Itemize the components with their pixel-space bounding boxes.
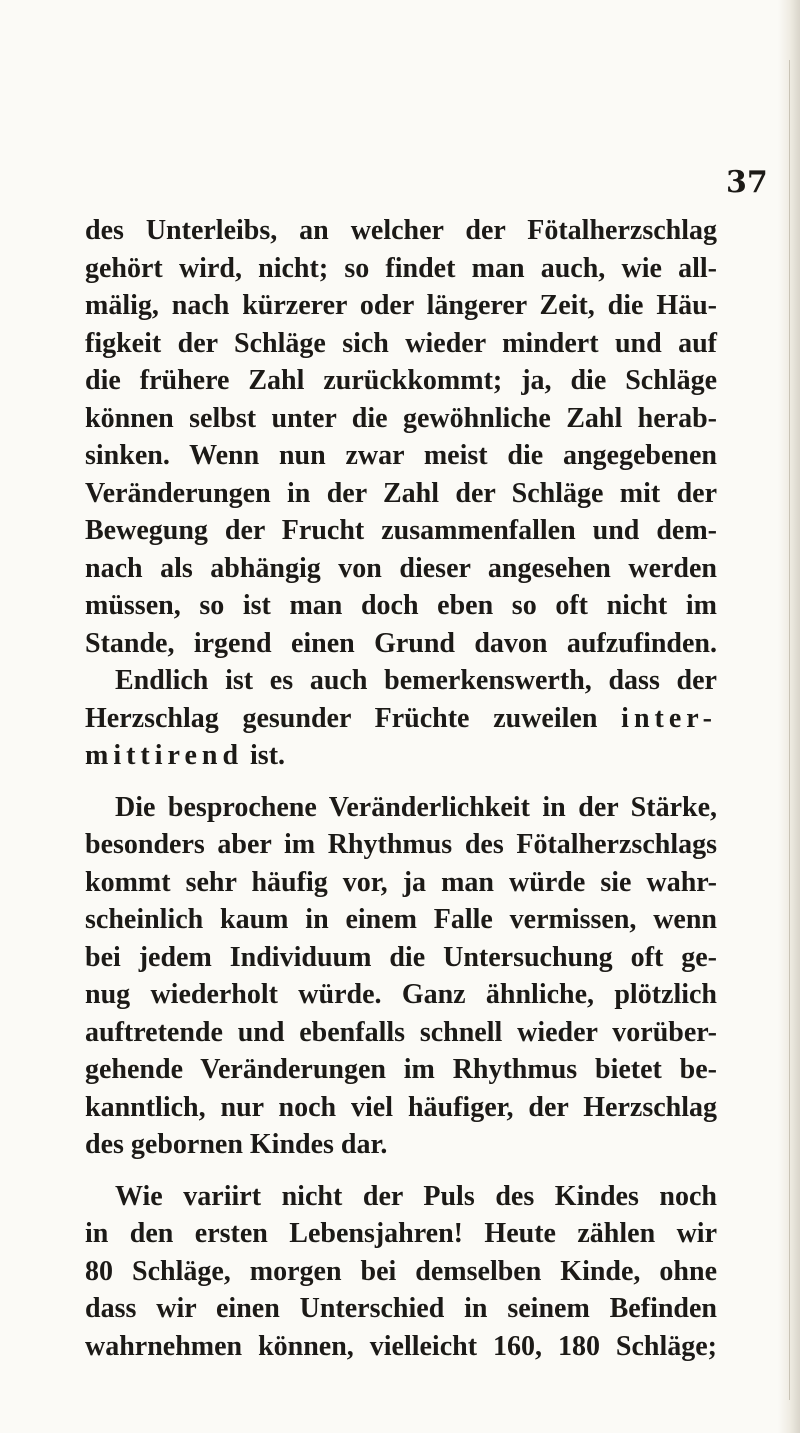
text-line: Die besprochene Veränderlichkeit in der Stärke, <box>115 791 717 823</box>
text-line: kanntlich, nur noch viel häufiger, der Herzschlag <box>85 1091 717 1123</box>
text-line: scheinlich kaum in einem Falle vermissen, wenn <box>85 904 717 935</box>
text-line: Veränderungen in der Zahl der Schläge mit der <box>85 477 717 509</box>
text-line: 80 Schläge, morgen bei demselben Kinde, ohne <box>85 1255 717 1287</box>
text-segment: ist. <box>243 740 286 771</box>
text-line <box>85 700 717 738</box>
text-line: die frühere Zahl zurückkommt; ja, die Schläge <box>85 365 717 396</box>
text-line: besonders aber im Rhythmus des Fötalherzschlags <box>85 829 717 860</box>
text-line: nach als abhängig von dieser angesehen werden <box>85 552 717 584</box>
text-line: Wie variirt nicht der Puls des Kindes noch <box>115 1180 717 1212</box>
text-line: in den ersten Lebensjahren! Heute zählen wir <box>85 1218 717 1249</box>
text-line: nug wiederholt würde. Ganz ähnliche, plötzlich <box>85 979 717 1010</box>
page-edge-line <box>789 60 790 1400</box>
text-line: bei jedem Individuum die Untersuchung oft ge- <box>85 941 717 973</box>
text-line: sinken. Wenn nun zwar meist die angegebenen <box>85 440 717 471</box>
emphasis-text: inter- <box>621 702 717 734</box>
text-line: mälig, nach kürzerer oder längerer Zeit, die Häu- <box>85 290 717 321</box>
text-line: dass wir einen Unterschied in seinem Befinden <box>85 1293 717 1324</box>
text-segment: Herzschlag gesunder Früchte zuweilen <box>85 702 598 734</box>
text-line: des Unterleibs, an welcher der Fötalherzschlag <box>85 215 717 246</box>
text-line: Endlich ist es auch bemerkenswerth, dass der <box>115 665 717 696</box>
text-line: figkeit der Schläge sich wieder mindert und auf <box>85 327 717 359</box>
text-line: müssen, so ist man doch eben so oft nicht im <box>85 590 717 621</box>
text-line <box>85 737 717 775</box>
paragraph-3 <box>85 789 717 1164</box>
paragraph-gap <box>85 1164 717 1178</box>
paragraph-gap <box>85 775 717 789</box>
emphasis-text: mittirend <box>85 740 244 771</box>
text-line: Bewegung der Frucht zusammenfallen und dem- <box>85 515 717 546</box>
text-line: des gebornen Kindes dar. <box>85 1129 388 1160</box>
text-line: wahrnehmen können, vielleicht 160, 180 Schläge; <box>85 1330 717 1362</box>
text-line: kommt sehr häufig vor, ja man würde sie wahr- <box>85 866 717 898</box>
text-line: Stande, irgend einen Grund davon aufzufinden. <box>85 627 717 659</box>
body-text <box>85 212 717 1365</box>
paragraph-4 <box>85 1178 717 1366</box>
paragraph-1 <box>85 212 717 662</box>
paragraph-2 <box>85 662 717 775</box>
text-line: können selbst unter die gewöhnliche Zahl herab- <box>85 402 717 434</box>
page-number: 37 <box>726 165 768 200</box>
text-line: gehört wird, nicht; so findet man auch, wie all- <box>85 252 717 284</box>
text-line: gehende Veränderungen im Rhythmus bietet be- <box>85 1054 717 1085</box>
text-line: auftretende und ebenfalls schnell wieder vorüber- <box>85 1016 717 1048</box>
